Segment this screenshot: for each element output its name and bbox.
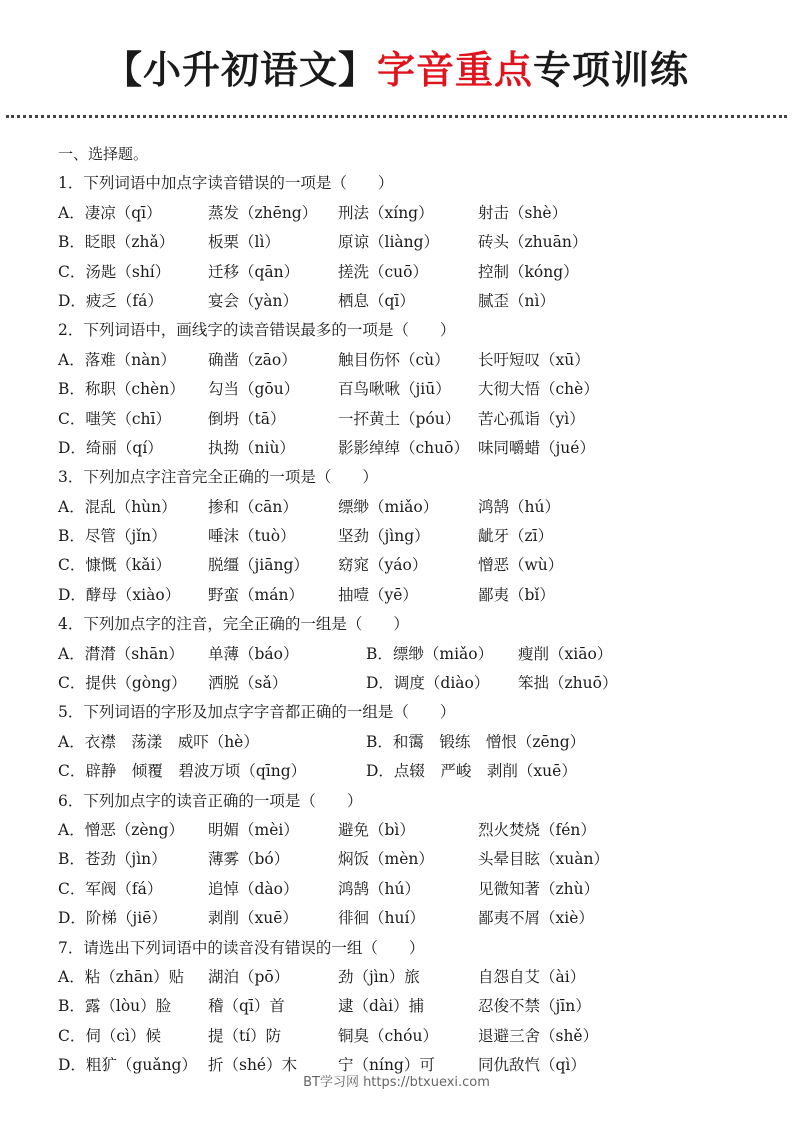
option-item: 射击（shè） — [478, 203, 568, 222]
option-item: 掺和（cān） — [208, 497, 298, 516]
option-item: 鸿鹄（hú） — [478, 497, 560, 516]
option-item: C．汤匙（shí） — [58, 262, 171, 281]
option-item: 逮（dài）捕 — [338, 997, 425, 1016]
option-item: A．潸潸（shān） — [58, 644, 184, 663]
option-item: 鄙夷不屑（xiè） — [478, 909, 594, 928]
option-row — [58, 669, 758, 698]
option-item: C．军阀（fá） — [58, 879, 163, 898]
option-row — [58, 875, 758, 904]
option-item: A．混乱（hùn） — [58, 497, 177, 516]
option-item: 单薄（báo） — [208, 644, 299, 663]
option-item: 笨拙（zhuō） — [518, 674, 618, 693]
option-item: 追悼（dào） — [208, 879, 299, 898]
option-item: 瘦削（xiāo） — [518, 644, 613, 663]
option-item: D．绮丽（qí） — [58, 438, 163, 457]
option-item: 野蛮（mán） — [208, 585, 304, 604]
option-item: D．调度（diào） — [366, 674, 490, 693]
option-item: 大彻大悟（chè） — [478, 380, 599, 399]
question-stem: 2．下列词语中，画线字的读音错误最多的一项是（ ） — [58, 321, 456, 340]
option-item: 搓洗（cuō） — [338, 262, 428, 281]
option-item: D．疲乏（fá） — [58, 291, 163, 310]
option-row — [58, 992, 758, 1021]
question-stem: 5．下列词语的字形及加点字字音都正确的一组是（ ） — [58, 703, 456, 722]
option-item: 迁移（qān） — [208, 262, 300, 281]
page-title — [0, 42, 793, 98]
option-item: 憎恶（wù） — [478, 556, 564, 575]
option-item: 劲（jìn）旅 — [338, 967, 420, 986]
option-item: 板栗（lì） — [208, 233, 280, 252]
option-item: 剥削（xuē） — [208, 909, 298, 928]
option-item: D．酵母（xiào） — [58, 585, 181, 604]
question-stem: 7．请选出下列词语中的读音没有错误的一组（ ） — [58, 938, 425, 957]
option-item: D．点辍 严峻 剥削（xuē） — [366, 762, 577, 781]
option-item: 见微知著（zhù） — [478, 879, 600, 898]
option-item: 鄙夷（bǐ） — [478, 585, 555, 604]
option-item: A．憎恶（zèng） — [58, 820, 184, 839]
option-item: B．露（lòu）脸 — [58, 997, 172, 1016]
option-item: 确凿（zāo） — [208, 350, 297, 369]
option-row — [58, 1022, 758, 1051]
option-row — [58, 522, 758, 551]
option-item: 鸿鹄（hú） — [338, 879, 420, 898]
option-item: B．缥缈（miǎo） — [366, 644, 494, 663]
option-item: C．嗤笑（chī） — [58, 409, 171, 428]
option-item: 明媚（mèi） — [208, 820, 299, 839]
option-item: 龇牙（zī） — [478, 527, 554, 546]
option-item: D．粗犷（guǎng） — [58, 1056, 197, 1075]
question-stem: 4．下列加点字的注音，完全正确的一组是（ ） — [58, 615, 409, 634]
question-stem: 3．下列加点字注音完全正确的一项是（ ） — [58, 468, 378, 487]
option-item: B．尽管（jǐn） — [58, 527, 167, 546]
option-item: A．落难（nàn） — [58, 350, 176, 369]
option-item: 避免（bì） — [338, 820, 415, 839]
option-item: A．衣襟 荡漾 威吓（hè） — [58, 732, 259, 751]
option-item: 原谅（liàng） — [338, 233, 440, 252]
option-item: 宁（níng）可 — [338, 1056, 435, 1075]
document-body — [58, 140, 758, 1081]
option-item: 湖泊（pō） — [208, 967, 290, 986]
option-item: 缥缈（miǎo） — [338, 497, 439, 516]
option-row — [58, 904, 758, 933]
option-row — [58, 845, 758, 874]
option-item: 焖饭（mèn） — [338, 850, 434, 869]
option-item: A．凄凉（qī） — [58, 203, 162, 222]
option-item: 控制（kóng） — [478, 262, 579, 281]
option-row — [58, 963, 758, 992]
option-item: 砖头（zhuān） — [478, 233, 588, 252]
option-item: C．慷慨（kǎi） — [58, 556, 171, 575]
option-row — [58, 258, 758, 287]
option-item: 徘徊（huí） — [338, 909, 425, 928]
option-row — [58, 581, 758, 610]
option-item: 脱缰（jiāng） — [208, 556, 309, 575]
option-item: 同仇敌忾（qì） — [478, 1056, 586, 1075]
question-stem: 1．下列词语中加点字读音错误的一项是（ ） — [58, 174, 394, 193]
option-item: 一抔黄土（póu） — [338, 409, 461, 428]
option-item: 铜臭（chóu） — [338, 1026, 438, 1045]
option-row — [58, 493, 758, 522]
section-heading: 一、选择题。 — [58, 145, 149, 163]
option-item: 唾沫（tuò） — [208, 527, 296, 546]
option-row — [58, 640, 758, 669]
option-item: 宴会（yàn） — [208, 291, 298, 310]
option-item: 倒坍（tā） — [208, 409, 286, 428]
option-item: 执拗（niù） — [208, 438, 295, 457]
option-item: 忍俊不禁（jīn） — [478, 997, 591, 1016]
option-item: 影影绰绰（chuō） — [338, 438, 469, 457]
option-item: A．粘（zhān）贴 — [58, 967, 185, 986]
option-row — [58, 287, 758, 316]
option-item: C．伺（cì）候 — [58, 1026, 161, 1045]
option-item: 触目伤怀（cù） — [338, 350, 450, 369]
option-item: 味同嚼蜡（jué） — [478, 438, 595, 457]
option-item: 抽噎（yē） — [338, 585, 418, 604]
option-item: B．眨眼（zhǎ） — [58, 233, 175, 252]
option-item: C．辟静 倾覆 碧波万顷（qīng） — [58, 762, 307, 781]
option-item: 百鸟啾啾（jiū） — [338, 380, 451, 399]
option-item: 苦心孤诣（yì） — [478, 409, 585, 428]
option-row — [58, 434, 758, 463]
option-item: 洒脱（sǎ） — [208, 674, 288, 693]
footer-watermark: BT学习网 https://btxuexi.com — [303, 1075, 490, 1090]
option-item: 刑法（xíng） — [338, 203, 434, 222]
option-item: 稽（qī）首 — [208, 997, 285, 1016]
option-item: B．和霭 锻练 憎恨（zēng） — [366, 732, 586, 751]
option-item: 长吁短叹（xū） — [478, 350, 590, 369]
option-row — [58, 375, 758, 404]
option-item: 栖息（qī） — [338, 291, 415, 310]
option-item: B．称职（chèn） — [58, 380, 185, 399]
option-row — [58, 728, 758, 757]
title-prefix: 【小升初语文】 — [103, 48, 377, 92]
option-item: 勾当（gōu） — [208, 380, 300, 399]
title-suffix: 专项训练 — [533, 48, 690, 92]
option-row — [58, 405, 758, 434]
option-item: 坚劲（jìng） — [338, 527, 430, 546]
option-item: 蒸发（zhēng） — [208, 203, 318, 222]
option-row — [58, 199, 758, 228]
option-row — [58, 346, 758, 375]
option-item: 折（shé）木 — [208, 1056, 298, 1075]
option-item: 窈窕（yáo） — [338, 556, 428, 575]
dotted-divider — [6, 115, 787, 118]
option-item: B．苍劲（jìn） — [58, 850, 167, 869]
question-stem: 6．下列加点字的读音正确的一项是（ ） — [58, 791, 363, 810]
option-item: 烈火焚烧（fén） — [478, 820, 596, 839]
option-row — [58, 228, 758, 257]
question-list — [58, 169, 758, 1080]
option-item: 退避三舍（shě） — [478, 1026, 599, 1045]
option-item: 自怨自艾（ài） — [478, 967, 586, 986]
option-item: C．提供（gòng） — [58, 674, 187, 693]
option-row — [58, 816, 758, 845]
option-row — [58, 551, 758, 580]
option-item: 提（tí）防 — [208, 1026, 282, 1045]
option-item: D．阶梯（jiē） — [58, 909, 167, 928]
option-item: 薄雾（bó） — [208, 850, 290, 869]
title-highlight: 字音重点 — [376, 48, 533, 92]
option-item: 头晕目眩（xuàn） — [478, 850, 609, 869]
option-row — [58, 757, 758, 786]
option-item: 腻歪（nì） — [478, 291, 555, 310]
